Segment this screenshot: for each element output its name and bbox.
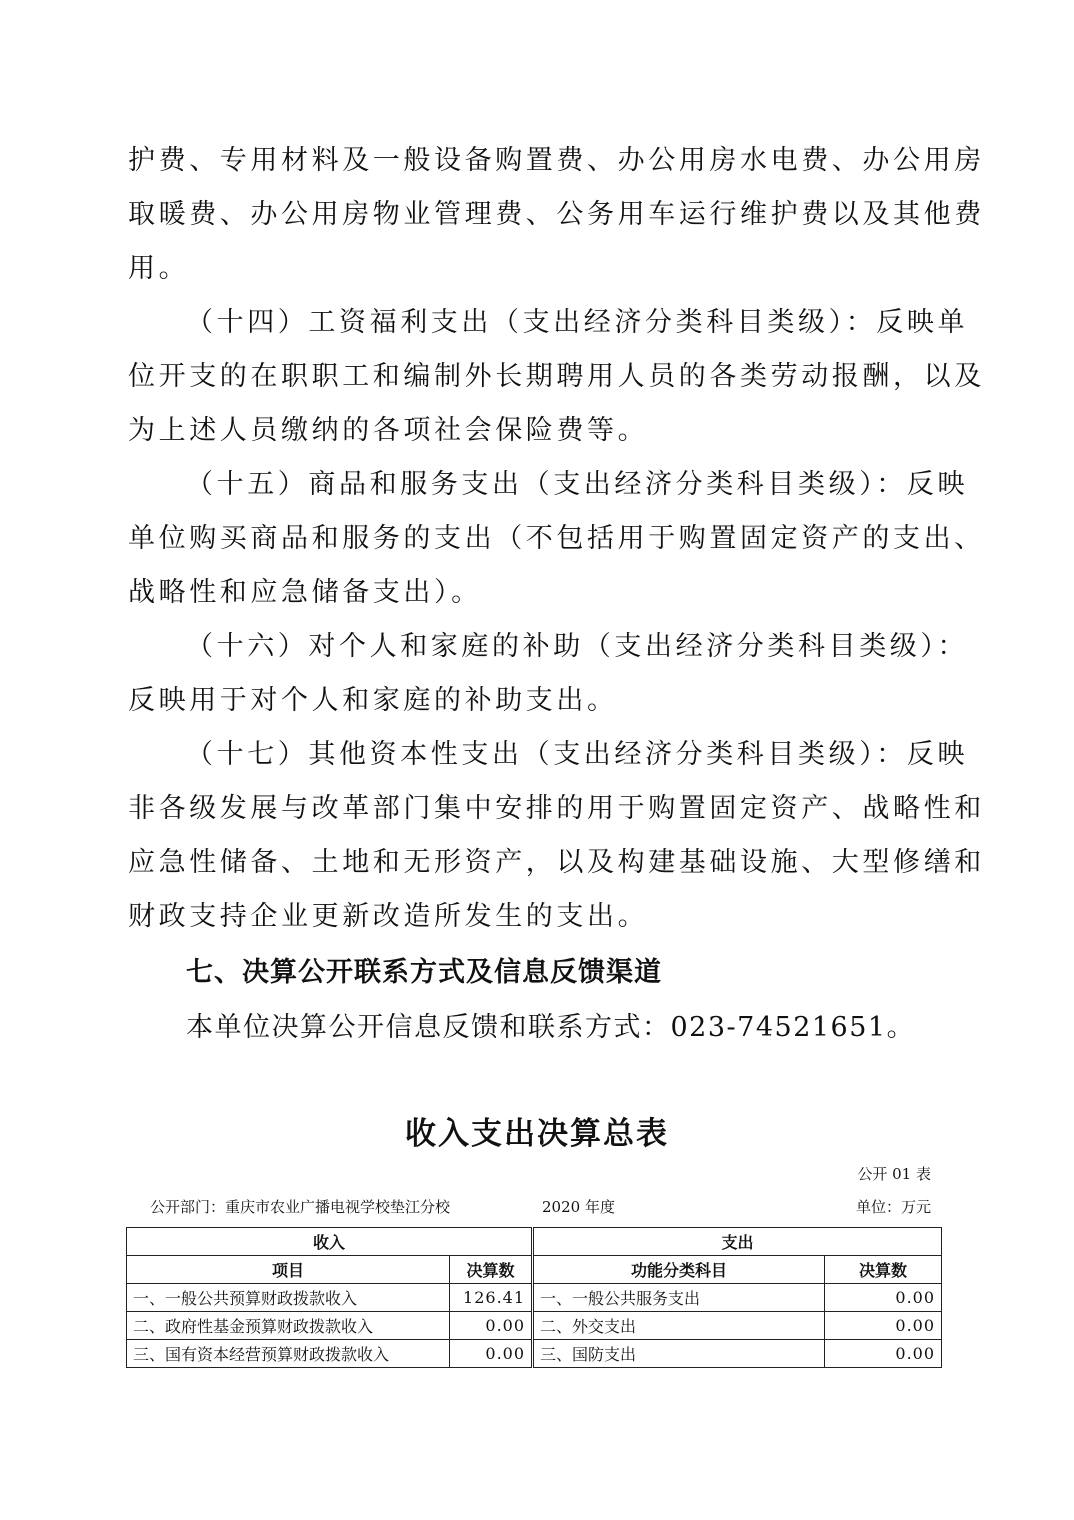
expense-amount: 0.00 <box>825 1312 942 1340</box>
income-expense-summary-table <box>126 1227 942 1368</box>
paragraph-line: 战略性和应急储备支出）。 <box>128 577 482 608</box>
fiscal-year: 2020 年度 <box>542 1198 615 1216</box>
table-title: 收入支出决算总表 <box>405 1116 669 1152</box>
paragraph-line: 为上述人员缴纳的各项社会保险费等。 <box>128 415 649 446</box>
section-heading: 七、决算公开联系方式及信息反馈渠道 <box>186 957 662 988</box>
paragraph-line: 财政支持企业更新改造所发生的支出。 <box>128 901 649 932</box>
paragraph-line: 应急性储备、土地和无形资产，以及构建基础设施、大型修缮和 <box>128 847 985 878</box>
paragraph-line: （十五）商品和服务支出（支出经济分类科目类级）：反映 <box>186 469 969 500</box>
expense-section-header: 支出 <box>533 1228 942 1256</box>
table-row <box>127 1284 942 1312</box>
column-header-function: 功能分类科目 <box>533 1256 825 1284</box>
column-header-amount: 决算数 <box>825 1256 942 1284</box>
expense-item: 一、一般公共服务支出 <box>533 1284 825 1312</box>
expense-item: 三、国防支出 <box>533 1340 825 1368</box>
paragraph-line: （十四）工资福利支出（支出经济分类科目类级）：反映单 <box>186 307 969 338</box>
column-header-item: 项目 <box>127 1256 450 1284</box>
column-header-amount: 决算数 <box>450 1256 533 1284</box>
table-row <box>127 1340 942 1368</box>
income-amount: 0.00 <box>450 1312 533 1340</box>
table-row <box>127 1312 942 1340</box>
income-item: 二、政府性基金预算财政拨款收入 <box>127 1312 450 1340</box>
expense-item: 二、外交支出 <box>533 1312 825 1340</box>
paragraph-line: 用。 <box>128 253 190 284</box>
paragraph-line: 位开支的在职职工和编制外长期聘用人员的各类劳动报酬，以及 <box>128 361 985 392</box>
expense-amount: 0.00 <box>825 1284 942 1312</box>
paragraph-line: （十七）其他资本性支出（支出经济分类科目类级）：反映 <box>186 739 969 770</box>
income-item: 一、一般公共预算财政拨款收入 <box>127 1284 450 1312</box>
paragraph-line: 单位购买商品和服务的支出（不包括用于购置固定资产的支出、 <box>128 523 985 554</box>
table-section-header-row <box>127 1228 942 1256</box>
paragraph-line: 护费、专用材料及一般设备购置费、办公用房水电费、办公用房 <box>128 145 985 176</box>
form-number: 公开 01 表 <box>857 1165 931 1183</box>
department-label: 公开部门：重庆市农业广播电视学校垫江分校 <box>150 1198 451 1216</box>
income-amount: 126.41 <box>450 1284 533 1312</box>
expense-amount: 0.00 <box>825 1340 942 1368</box>
paragraph-line: 反映用于对个人和家庭的补助支出。 <box>128 685 618 716</box>
contact-info: 本单位决算公开信息反馈和联系方式：023-74521651。 <box>186 1012 916 1043</box>
paragraph-line: 非各级发展与改革部门集中安排的用于购置固定资产、战略性和 <box>128 793 985 824</box>
unit-label: 单位：万元 <box>855 1198 931 1216</box>
income-section-header: 收入 <box>127 1228 533 1256</box>
paragraph-line: 取暖费、办公用房物业管理费、公务用车运行维护费以及其他费 <box>128 199 985 230</box>
paragraph-line: （十六）对个人和家庭的补助（支出经济分类科目类级）： <box>186 631 969 662</box>
table-column-header-row <box>127 1256 942 1284</box>
income-amount: 0.00 <box>450 1340 533 1368</box>
income-item: 三、国有资本经营预算财政拨款收入 <box>127 1340 450 1368</box>
